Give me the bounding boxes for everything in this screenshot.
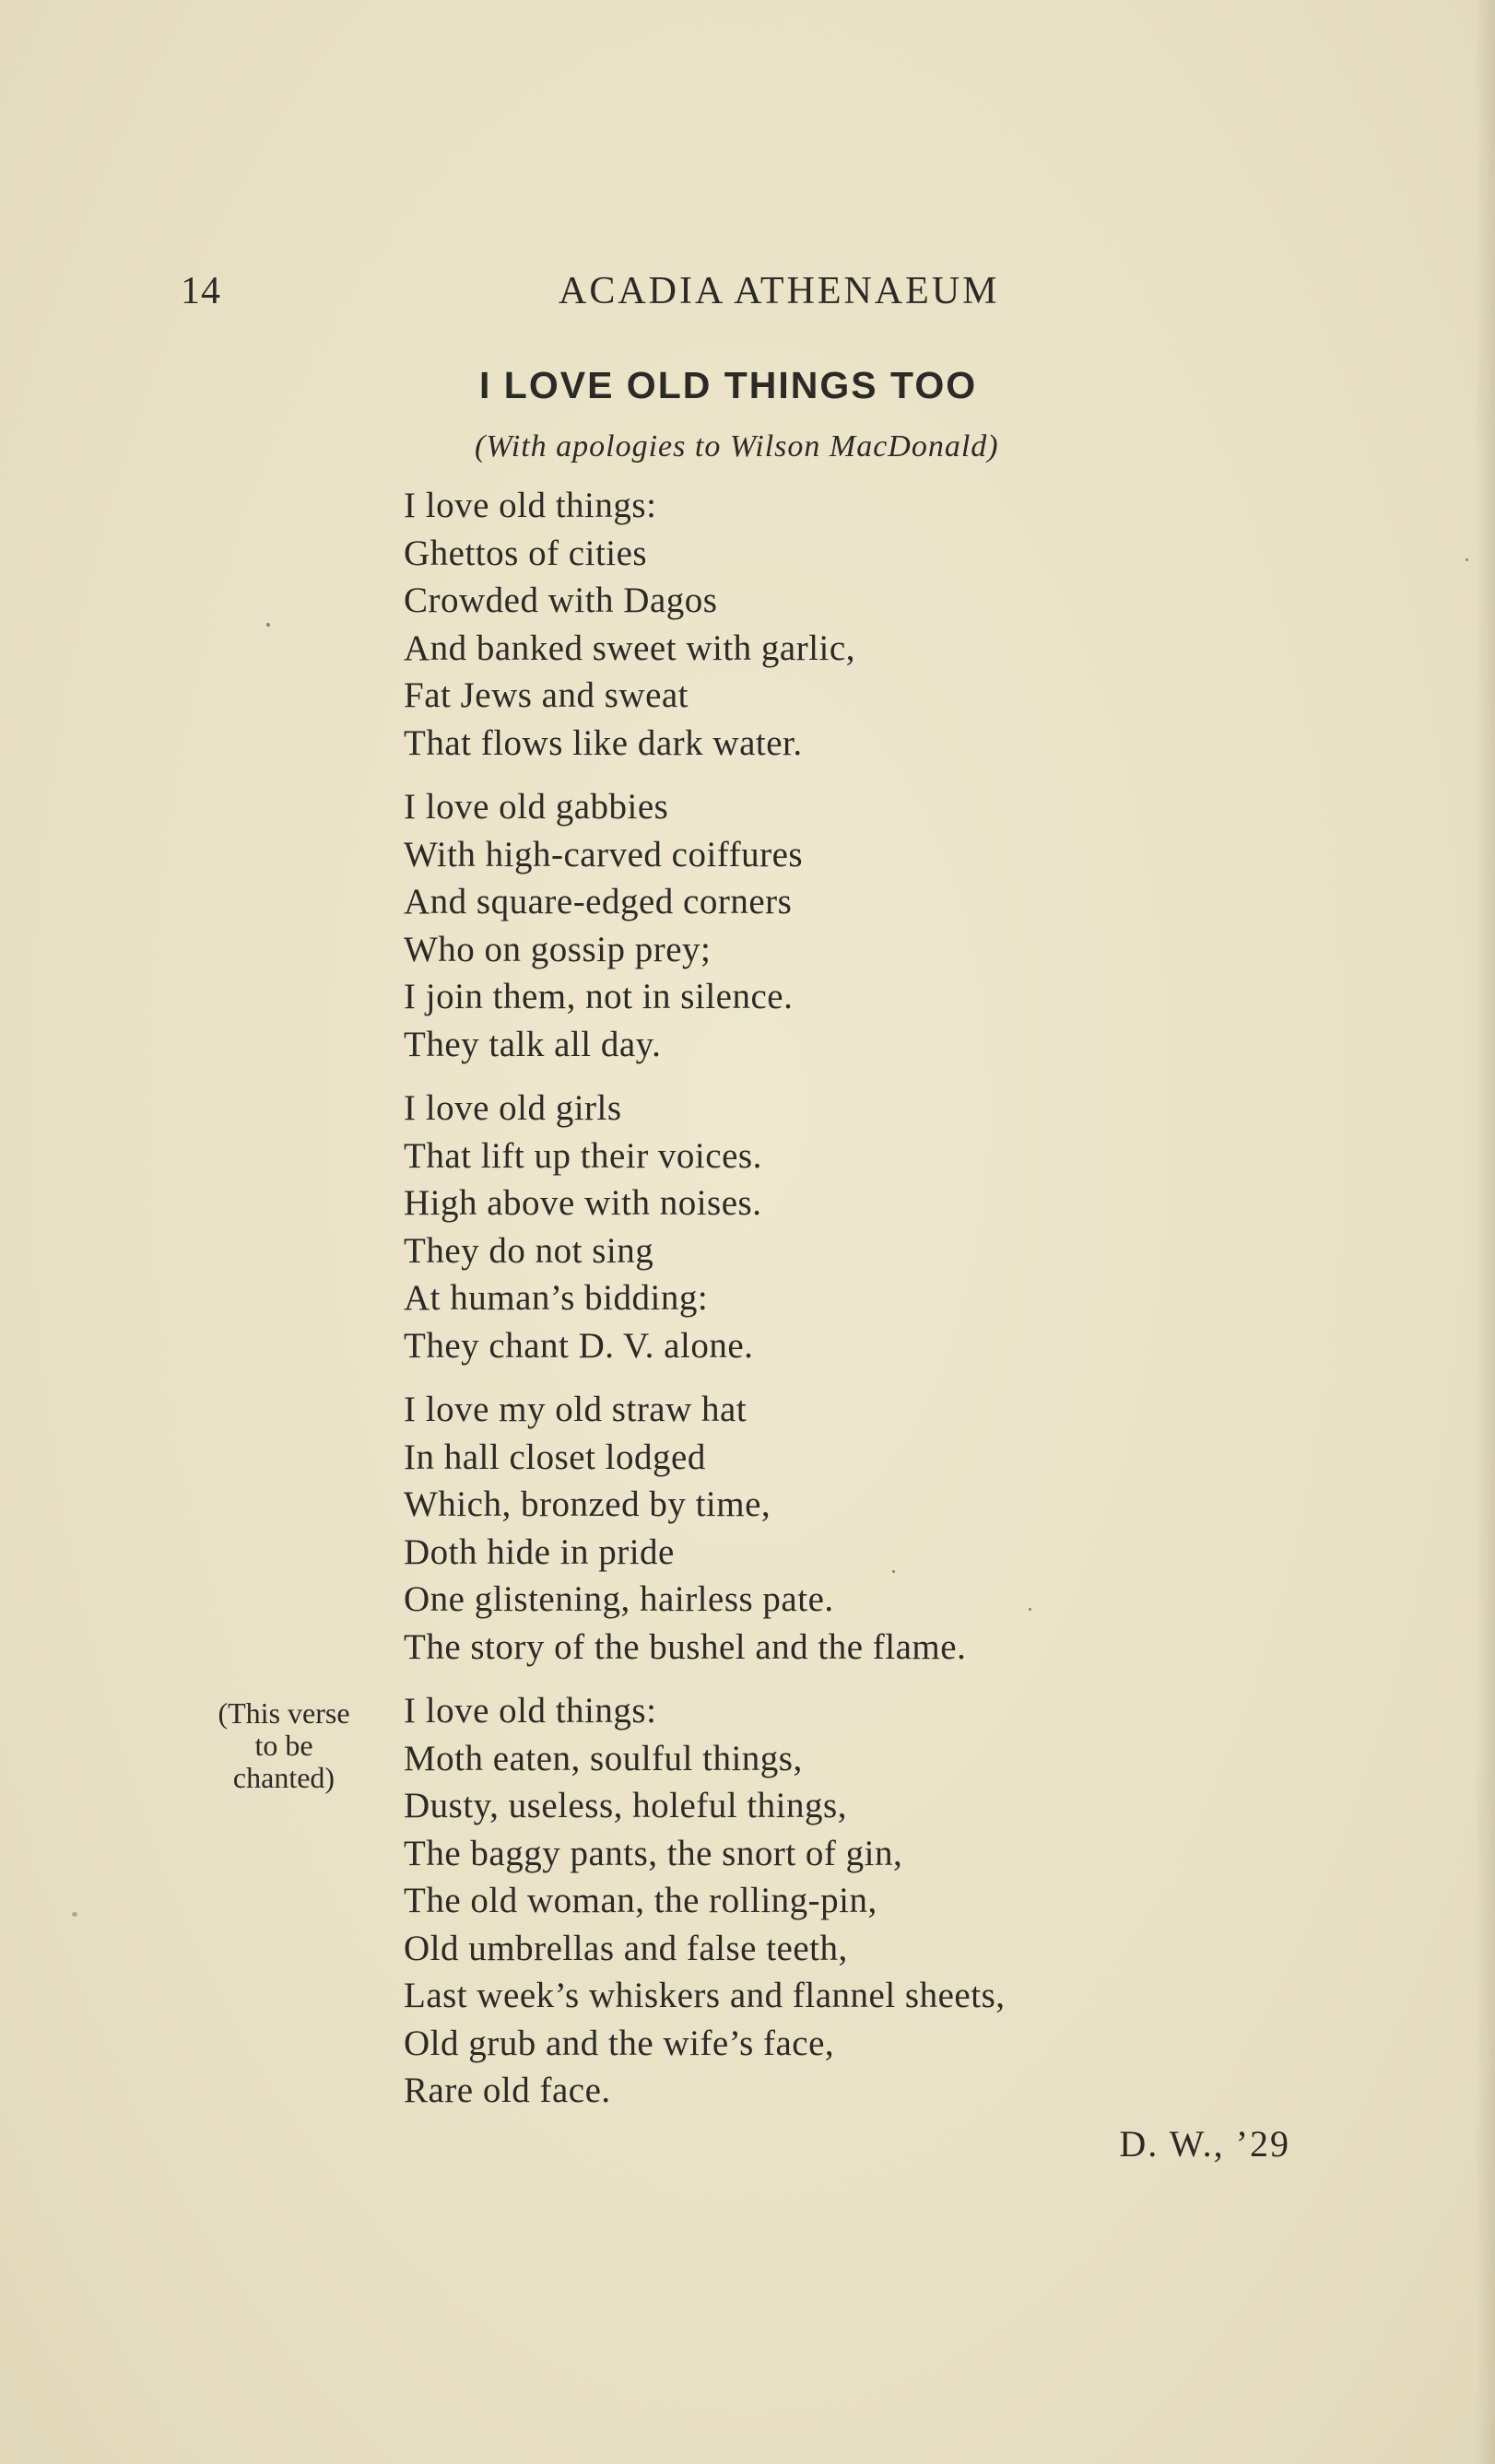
- page-edge-shadow: [1475, 0, 1495, 2464]
- poem-subtitle: (With apologies to Wilson MacDonald): [475, 429, 999, 463]
- poem-line: I love my old straw hat: [404, 1390, 748, 1429]
- poem-line: In hall closet lodged: [404, 1437, 706, 1477]
- poem-line: Last week’s whiskers and flannel sheets,: [404, 1976, 1006, 2015]
- poem-line: I love old girls: [404, 1088, 622, 1128]
- margin-note-line: to be: [254, 1729, 313, 1762]
- poem-line: One glistening, hairless pate.: [404, 1579, 834, 1619]
- poem-line: The baggy pants, the snort of gin,: [404, 1833, 903, 1873]
- poem-line: Old umbrellas and false teeth,: [404, 1928, 848, 1968]
- running-head: ACADIA ATHENAEUM: [559, 270, 1000, 312]
- stanza-5: [404, 1687, 1233, 2115]
- poem-line: I love old things:: [404, 1691, 657, 1731]
- poem-line: And square-edged corners: [404, 882, 793, 921]
- paper-speck: [266, 623, 270, 627]
- poem-line: Dusty, useless, holeful things,: [404, 1786, 847, 1825]
- paper-speck: [892, 1570, 895, 1573]
- poem-line: The story of the bushel and the flame.: [404, 1626, 967, 1667]
- stanza-3: [404, 1085, 1233, 1369]
- poem-line: With high-carved coiffures: [404, 834, 804, 874]
- poem-line: They do not sing: [404, 1230, 654, 1271]
- margin-note: [182, 1697, 385, 1794]
- poem-line: Rare old face.: [404, 2071, 611, 2110]
- stanza-2: [404, 783, 1233, 1068]
- poem-line: Old grub and the wife’s face,: [404, 2023, 835, 2063]
- margin-note-line: chanted): [232, 1761, 335, 1794]
- stanza-1: [404, 482, 1233, 767]
- paper-speck: [1466, 558, 1468, 561]
- poem-line: I join them, not in silence.: [404, 977, 794, 1016]
- poem-line: Who on gossip prey;: [404, 929, 712, 969]
- poem-line: Doth hide in pride: [404, 1531, 675, 1572]
- poem-line: High above with noises.: [404, 1183, 762, 1223]
- margin-note-line: (This verse: [218, 1696, 350, 1730]
- page-number: 14: [181, 270, 221, 312]
- author-signature: D. W., ’29: [1119, 2123, 1290, 2165]
- paper-speck: [72, 1912, 77, 1917]
- poem-line: They talk all day.: [404, 1024, 662, 1064]
- poem-body: [404, 482, 1233, 2131]
- poem-line: That flows like dark water.: [404, 722, 803, 763]
- poem-line: They chant D. V. alone.: [404, 1325, 754, 1366]
- stanza-4: [404, 1386, 1233, 1671]
- poem-line: Moth eaten, soulful things,: [404, 1738, 803, 1778]
- poem-line: That lift up their voices.: [404, 1135, 762, 1176]
- poem-line: Fat Jews and sweat: [404, 675, 689, 715]
- poem-title: I LOVE OLD THINGS TOO: [479, 364, 978, 406]
- poem-line: I love old gabbies: [404, 787, 669, 827]
- poem-line: Ghettos of cities: [404, 533, 648, 573]
- poem-line: I love old things:: [404, 486, 657, 525]
- poem-line: Crowded with Dagos: [404, 581, 718, 620]
- poem-line: And banked sweet with garlic,: [404, 628, 855, 668]
- poem-line: At human’s bidding:: [404, 1278, 709, 1318]
- paper-speck: [1029, 1608, 1031, 1611]
- poem-line: The old woman, the rolling-pin,: [404, 1881, 877, 1920]
- poem-line: Which, bronzed by time,: [404, 1484, 771, 1524]
